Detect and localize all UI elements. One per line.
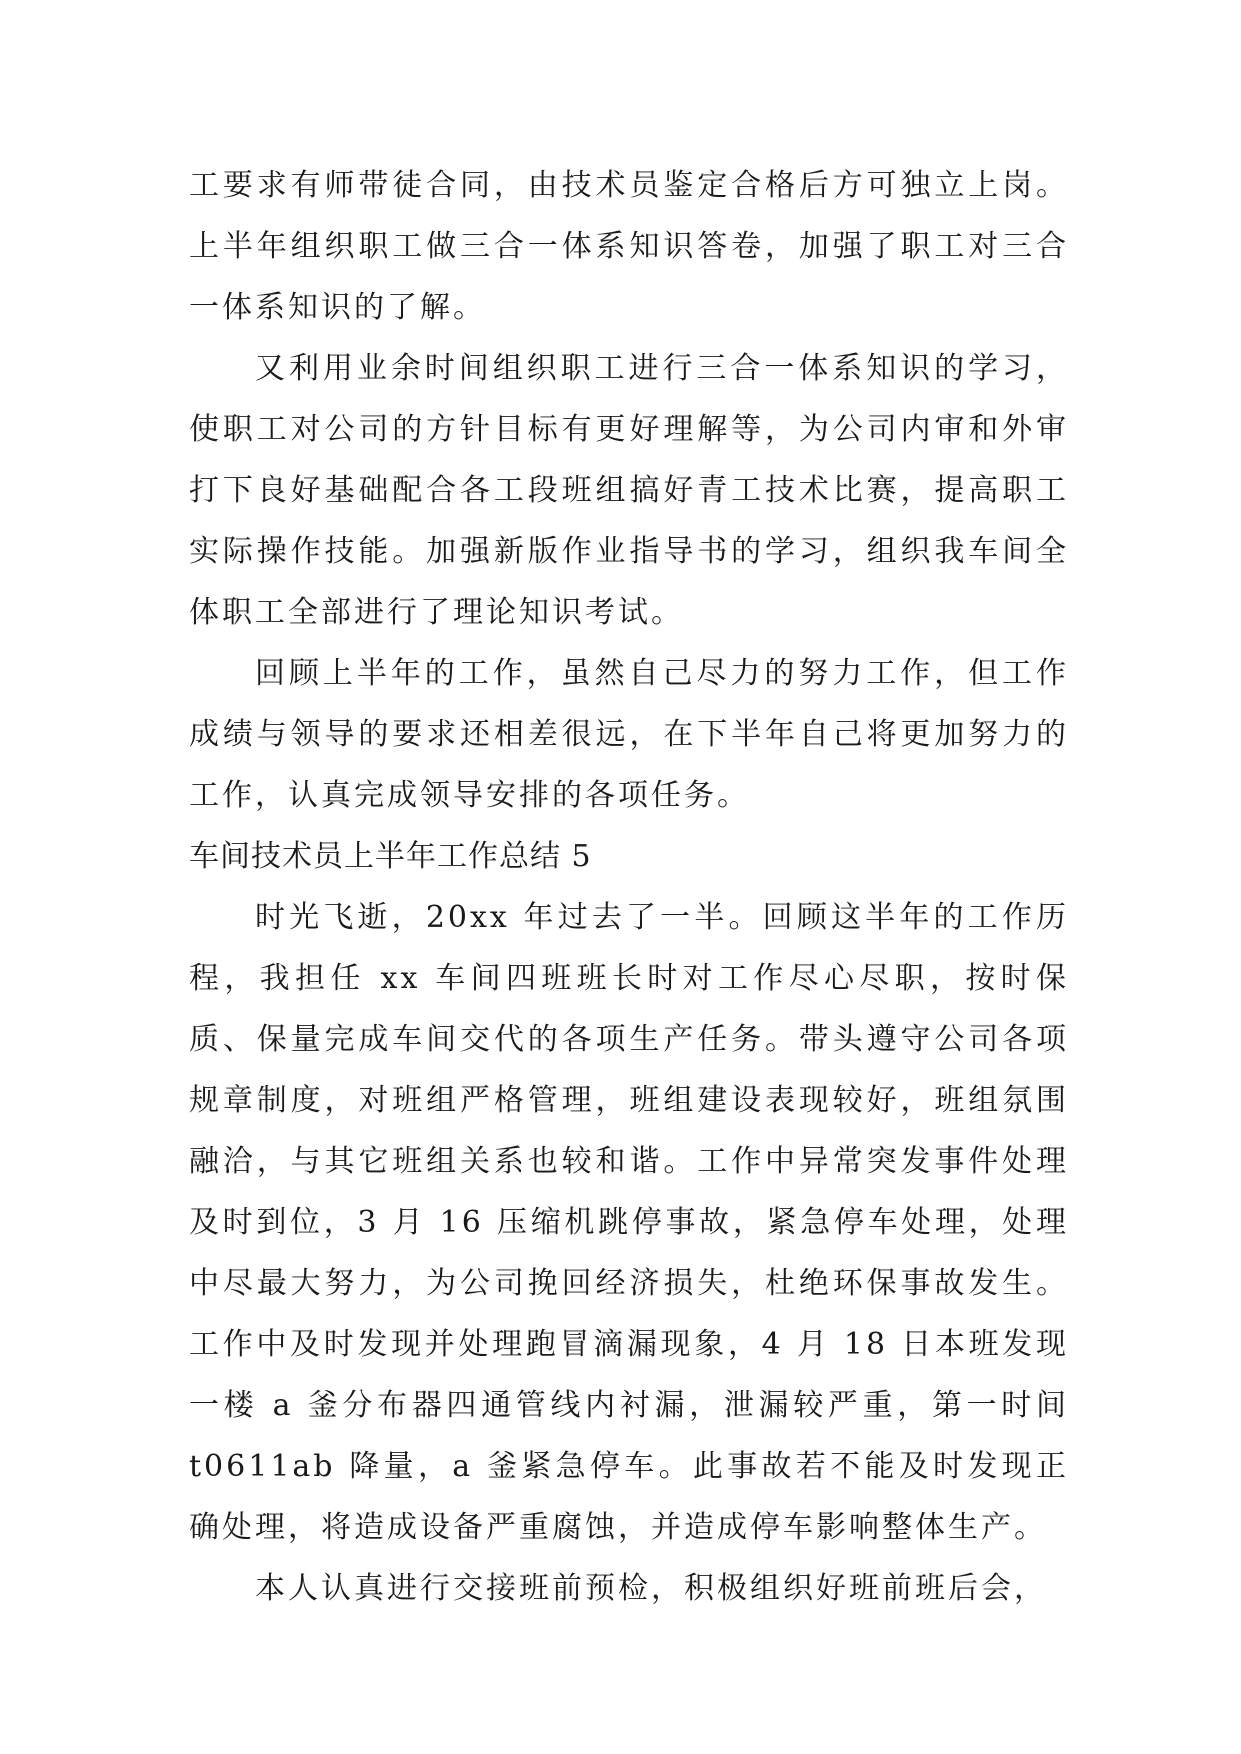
paragraph-4: 时光飞逝，20xx 年过去了一半。回顾这半年的工作历程，我担任 xx 车间四班班长时对工作尽心尽职，按时保质、保量完成车间交代的各项生产任务。带头遵守公司各项规章制度，对班组严格管理，班组建设表现较好，班组氛围融洽，与其它班组关系也较和谐。工作中异常突发事件处理及时到位，3 月 16 压缩机跳停事故，紧急停车处理，处理中尽最大努力，为公司挽回经济损失，杜绝环保事故发生。工作中及时发现并处理跑冒滴漏现象，4 月 18 日本班发现一楼 a 釜分布器四通管线内衬漏，泄漏较严重，第一时间 t0611ab 降量，a 釜紧急停车。此事故若不能及时发现正确处理，将造成设备严重腐蚀，并造成停车影响整体生产。 [189,900,1069,1545]
paragraph-2: 又利用业余时间组织职工进行三合一体系知识的学习，使职工对公司的方针目标有更好理解等，为公司内审和外审打下良好基础配合各工段班组搞好青工技术比赛，提高职工实际操作技能。加强新版作业指导书的学习，组织我车间全体职工全部进行了理论知识考试。 [189,351,1069,630]
section-heading: 车间技术员上半年工作总结 5 [189,839,592,874]
document-body [189,155,1069,1619]
paragraph-5: 本人认真进行交接班前预检，积极组织好班前班后会， [255,1571,1047,1606]
paragraph-3: 回顾上半年的工作，虽然自己尽力的努力工作，但工作成绩与领导的要求还相差很远，在下半年自己将更加努力的工作，认真完成领导安排的各项任务。 [189,656,1069,813]
paragraph-1: 工要求有师带徒合同，由技术员鉴定合格后方可独立上岗。上半年组织职工做三合一体系知识答卷，加强了职工对三合一体系知识的了解。 [189,168,1069,325]
